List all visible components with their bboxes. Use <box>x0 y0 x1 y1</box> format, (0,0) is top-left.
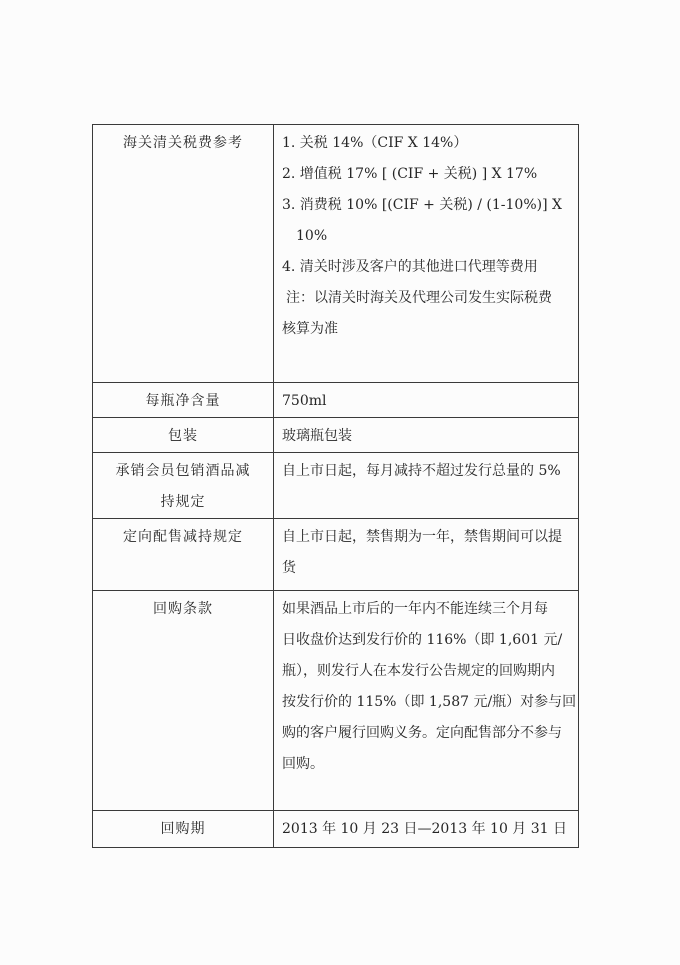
content-line-6: 回购。 <box>282 756 324 772</box>
content-line-1: 如果酒品上市后的一年内不能连续三个月每 <box>282 601 548 617</box>
content-line-2: 日收盘价达到发行价的 116%（即 1,601 元/ <box>282 632 563 648</box>
content-line-3: 瓶），则发行人在本发行公告规定的回购期内 <box>282 663 555 679</box>
tax-line-3: 3. 消费税 10% [(CIF + 关税) / (1-10%)] X <box>282 197 562 213</box>
row-content: 玻璃瓶包装 <box>274 418 579 453</box>
table-row <box>93 125 579 383</box>
row-label: 每瓶净含量 <box>93 383 274 418</box>
row-label-line-2: 持规定 <box>160 494 206 510</box>
row-content: 2013 年 10 月 23 日—2013 年 10 月 31 日 <box>274 811 579 848</box>
tax-note: 注：以清关时海关及代理公司发生实际税费 <box>286 290 552 306</box>
row-label: 海关清关税费参考 <box>93 125 274 383</box>
tax-line-1: 1. 关税 14%（CIF X 14%） <box>282 135 468 151</box>
row-content: 750ml <box>274 383 579 418</box>
content-line-5: 购的客户履行回购义务。定向配售部分不参与 <box>282 725 562 741</box>
table-row <box>93 591 579 811</box>
row-content <box>274 591 579 811</box>
row-content: 自上市日起，每月减持不超过发行总量的 5% <box>274 453 579 519</box>
table-row <box>93 811 579 848</box>
row-label: 回购期 <box>93 811 274 848</box>
tax-line-2: 2. 增值税 17% [ (CIF + 关税) ] X 17% <box>282 166 538 182</box>
tax-line-4: 4. 清关时涉及客户的其他进口代理等费用 <box>282 259 538 275</box>
tax-line-3-cont: 10% <box>296 228 328 244</box>
content-line-1: 自上市日起，禁售期为一年，禁售期间可以提 <box>282 529 562 545</box>
row-label-line-1: 承销会员包销酒品减 <box>115 463 251 479</box>
tax-note-cont: 核算为准 <box>282 321 338 337</box>
table-row <box>93 453 579 519</box>
row-content <box>274 519 579 591</box>
row-content <box>274 125 579 383</box>
row-label: 包装 <box>93 418 274 453</box>
table-row <box>93 383 579 418</box>
row-label: 定向配售减持规定 <box>93 519 274 591</box>
row-label: 回购条款 <box>93 591 274 811</box>
info-table <box>92 124 579 848</box>
content-line-2: 货 <box>282 560 296 576</box>
table-row <box>93 418 579 453</box>
row-label <box>93 453 274 519</box>
table-row <box>93 519 579 591</box>
content-line-4: 按发行价的 115%（即 1,587 元/瓶）对参与回 <box>282 694 577 710</box>
